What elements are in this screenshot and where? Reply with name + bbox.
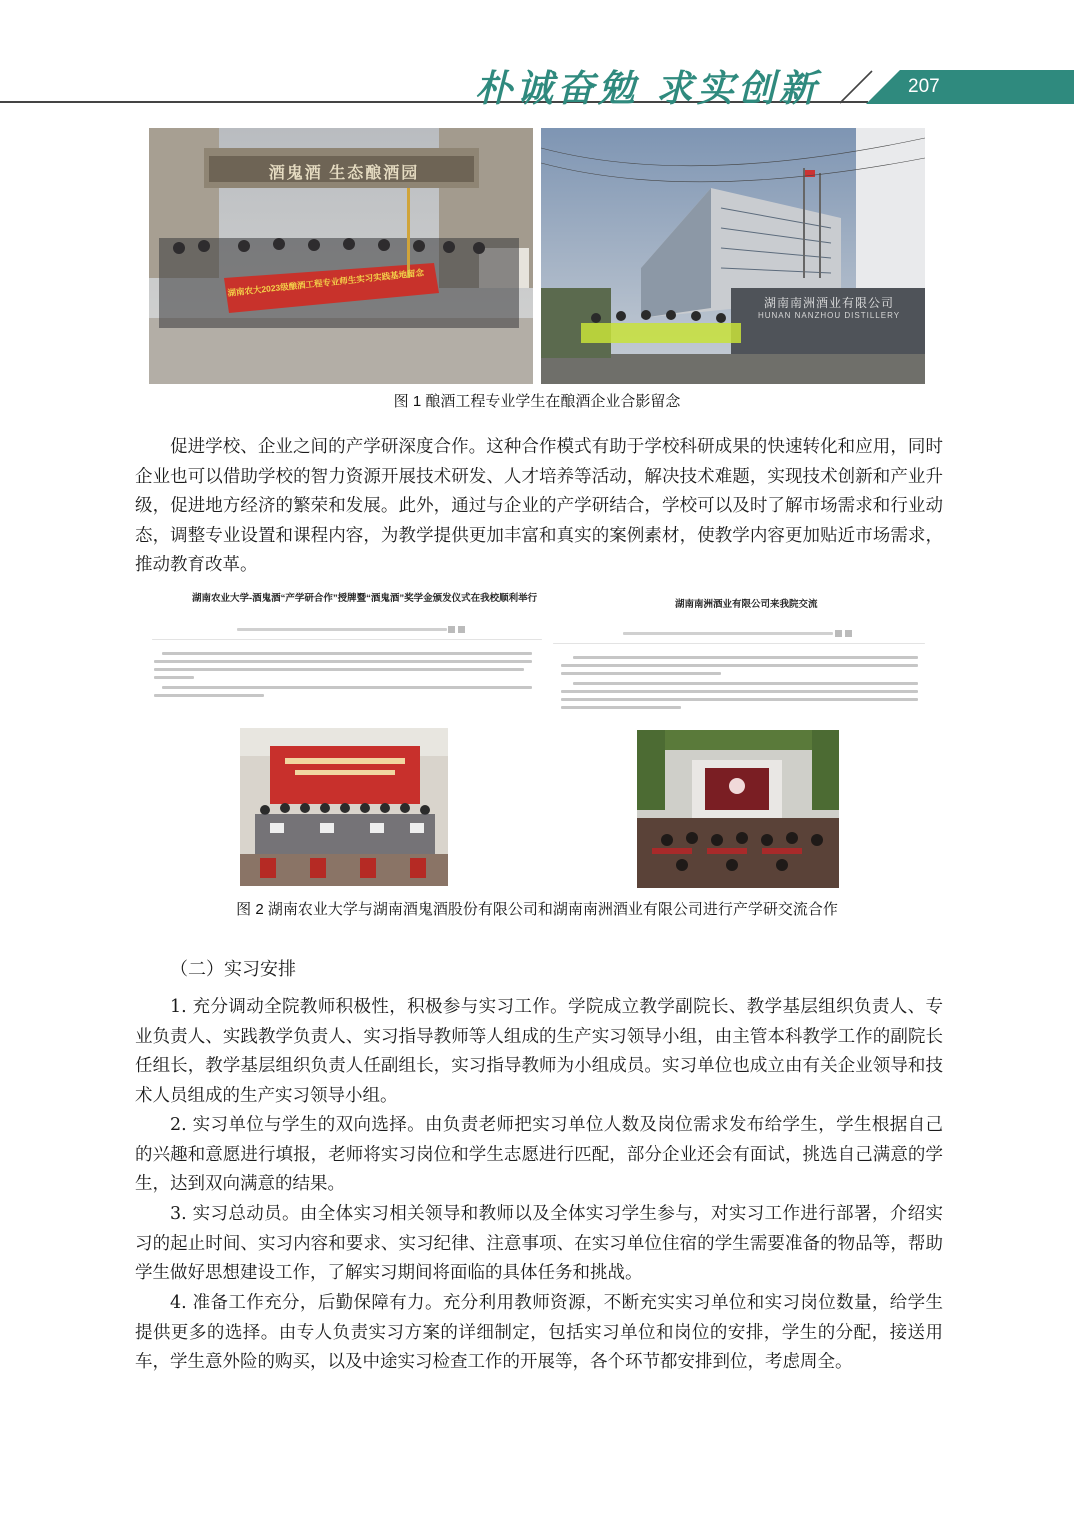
- list-item: 1. 充分调动全院教师积极性，积极参与实习工作。学院成立教学副院长、教学基层组织负责人、专业负责人、实践教学负责人、实习指导教师等人组成的生产实习领导小组，由主管本科教学工作的副院长任组长，教学基层组织负责人任副组长，实习指导教师为小组成员。实习单位也成立由有关企业领导和技术人员组成的生产实习领导小组。: [135, 997, 943, 1106]
- group-banner-text: 湖南农大2023级酿酒工程专业师生实习实践基地留念: [227, 267, 425, 298]
- list-item: 4. 准备工作充分，后勤保障有力。充分利用教师资源，不断充实实习单位和实习岗位数量，给学生提供更多的选择。由专人负责实习方案的详细制定，包括实习单位和岗位的安排，学生的分配，接送用车，学生意外险的购买，以及中途实习检查工作的开展等，各个环节都安排到位，考虑周全。: [135, 1293, 943, 1373]
- news-screenshot-left: [152, 588, 542, 888]
- list-item: 3. 实习总动员。由全体实习相关领导和教师以及全体实习学生参与，对实习工作进行部署，介绍实习的起止时间、实习内容和要求、实习纪律、注意事项、在实习单位住宿的学生需要准备的物品等，帮助学生做好思想建设工作，了解实习期间将面临的具体任务和挑战。: [135, 1204, 943, 1284]
- news-right-title: 湖南南洲酒业有限公司来我院交流: [675, 599, 818, 610]
- header-slogan: 朴诚奋勉 求实创新: [475, 66, 820, 110]
- news-right-photo: [637, 730, 839, 888]
- header-slash-decoration: [836, 70, 876, 104]
- list-item: 2. 实习单位与学生的双向选择。由负责老师把实习单位人数及岗位需求发布给学生，学生根据自己的兴趣和意愿进行填报，老师将实习岗位和学生志愿进行匹配，部分企业还会有面试，挑选自己满意的学生，达到双向满意的结果。: [135, 1115, 943, 1195]
- intro-paragraph: 促进学校、企业之间的产学研深度合作。这种合作模式有助于学校科研成果的快速转化和应用，同时企业也可以借助学校的智力资源开展技术研发、人才培养等活动，解决技术难题，实现技术创新和产业升级，促进地方经济的繁荣和发展。此外，通过与企业的产学研结合，学校可以及时了解市场需求和行业动态，调整专业设置和课程内容，为教学提供更加丰富和真实的案例素材，使教学内容更加贴近市场需求，推动教育改革。: [135, 437, 943, 576]
- news-screenshot-right: [553, 592, 925, 888]
- news-left-title: 湖南农业大学-酒鬼酒“产学研合作”授牌暨“酒鬼酒”奖学金颁发仪式在我校顺利举行: [192, 593, 538, 604]
- page-number-tab: [866, 70, 1074, 104]
- figure-2-caption: 图 2 湖南农业大学与湖南酒鬼酒股份有限公司和湖南南洲酒业有限公司进行产学研交流合作: [236, 901, 838, 918]
- company-wall-sign-cn: 湖南南洲酒业有限公司: [763, 296, 894, 310]
- photo-brewery-gate-group: [149, 128, 533, 384]
- photo-distillery-building-group: [541, 128, 925, 384]
- figure-1-caption: 图 1 酿酒工程专业学生在酿酒企业合影留念: [393, 393, 681, 410]
- page-number: 207: [908, 76, 940, 97]
- company-wall-sign-en: HUNAN NANZHOU DISTILLERY: [757, 311, 901, 320]
- section-heading: （二）实习安排: [170, 959, 296, 979]
- news-left-photo: [240, 728, 448, 886]
- gate-sign-text: 酒鬼酒 生态酿酒园: [268, 165, 420, 182]
